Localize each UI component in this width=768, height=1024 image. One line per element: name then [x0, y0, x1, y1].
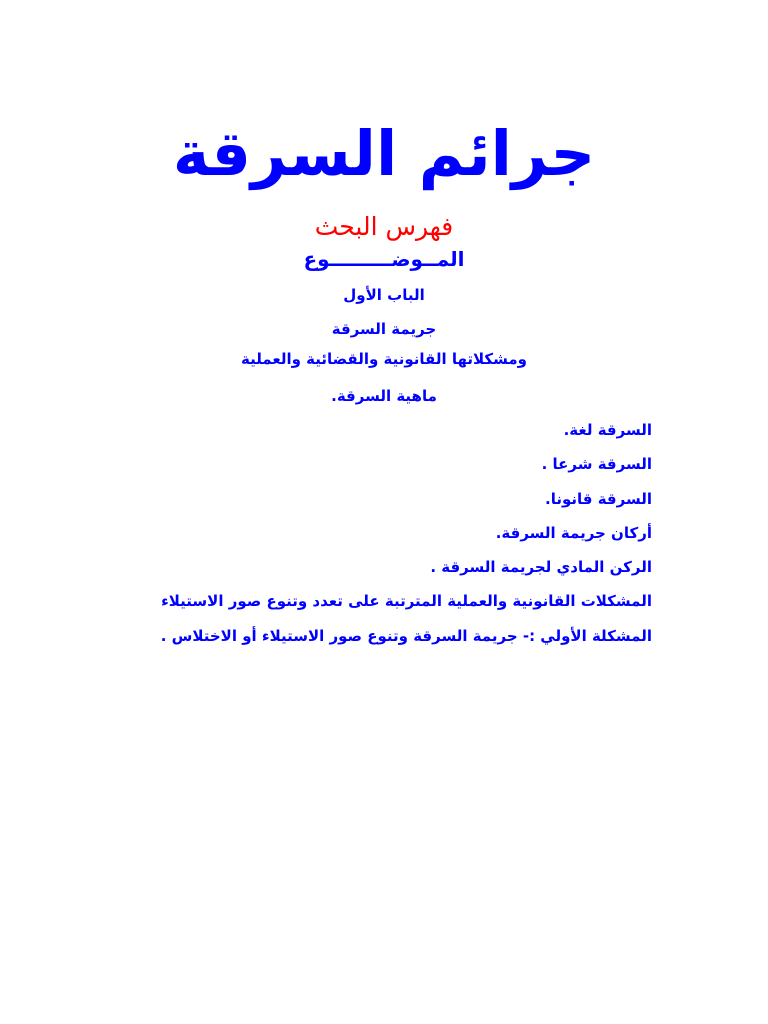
index-title: فهرس البحث	[314, 212, 454, 241]
subject-heading: المــوضـــــــــوع	[303, 247, 465, 271]
toc-list	[161, 418, 652, 658]
crime-heading: جريمة السرقة	[331, 320, 437, 338]
toc-item: السرقة شرعا .	[541, 455, 652, 474]
problems-heading: ومشكلاتها القانونية والقضائية والعملية	[240, 350, 528, 368]
toc-item: المشكلة الأولي :- جريمة السرقة وتنوع صور الاستيلاء أو الاختلاس .	[160, 626, 652, 645]
toc-item: السرقة قانونا.	[545, 489, 652, 508]
toc-item: المشكلات القانونية والعملية المترتبة على تعدد وتنوع صور الاستيلاء	[161, 592, 652, 611]
document-title: جرائم السرقة	[172, 117, 596, 190]
toc-item: الركن المادي لجريمة السرقة .	[430, 558, 652, 577]
toc-item: أركان جريمة السرقة.	[495, 523, 652, 542]
toc-item: السرقة لغة.	[563, 421, 652, 439]
definition-heading: ماهية السرقة.	[331, 387, 437, 405]
chapter-heading: الباب الأول	[343, 286, 425, 304]
